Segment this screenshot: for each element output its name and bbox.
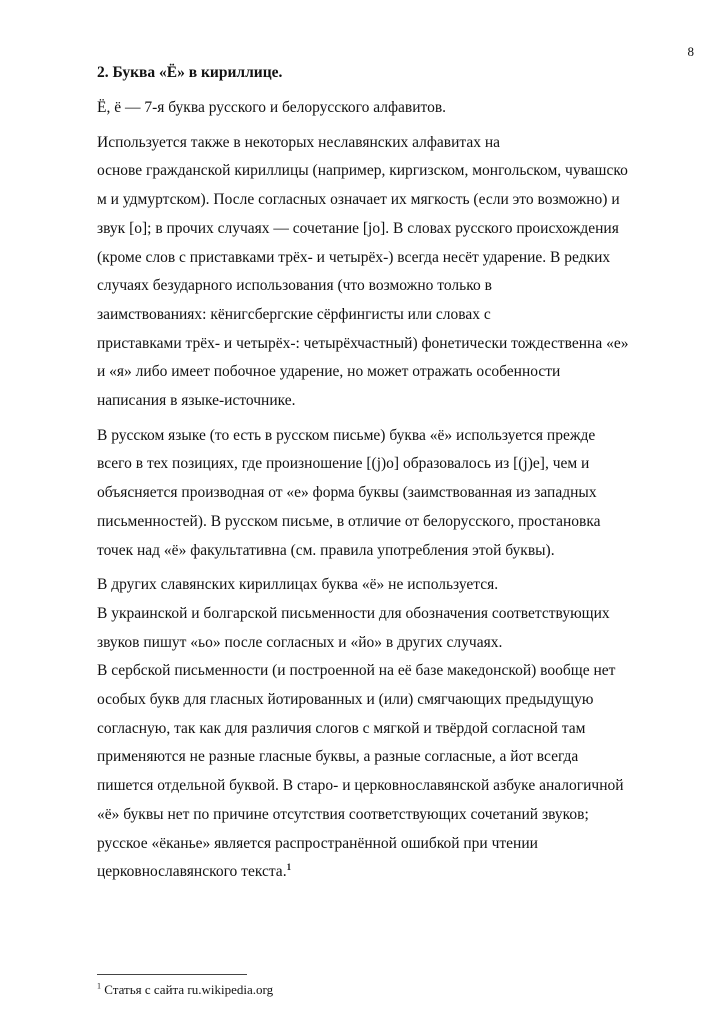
paragraph bbox=[97, 571, 697, 887]
paragraphs-container bbox=[97, 94, 697, 887]
footnote bbox=[97, 982, 273, 998]
text-line: звук [o]; в прочих случаях — сочетание [jo]. В словах русского происхождения bbox=[97, 219, 619, 237]
text-line: В других славянских кириллицах буква «ё» не используется. bbox=[97, 576, 499, 594]
footnote-reference[interactable]: 1 bbox=[286, 862, 292, 873]
text-line: объясняется производная от «е» форма буквы (заимствованная из западных bbox=[97, 484, 597, 502]
footnote-marker: 1 bbox=[97, 981, 101, 991]
text-line: м и удмуртском). После согласных означает их мягкость (если это возможно) и bbox=[97, 191, 620, 209]
text-line: случаях безударного использования (что возможно только в bbox=[97, 277, 492, 295]
footnote-divider bbox=[97, 974, 247, 975]
paragraph bbox=[97, 94, 697, 123]
text-line: и «я» либо имеет побочное ударение, но может отражать особенности bbox=[97, 363, 561, 381]
text-line: основе гражданской кириллицы (например, киргизском, монгольском, чувашско bbox=[97, 162, 628, 180]
document-body bbox=[97, 62, 697, 893]
text-line: письменностей). В русском письме, в отличие от белорусского, простановка bbox=[97, 512, 601, 530]
text-line: особых букв для гласных йотированных и (или) смягчающих предыдущую bbox=[97, 691, 594, 709]
text-line: Ё, ё — 7-я буква русского и белорусского алфавитов. bbox=[97, 99, 447, 116]
text-line: точек над «ё» факультативна (см. правила употребления этой буквы). bbox=[97, 541, 555, 559]
footnote-text: Статья с сайта ru.wikipedia.org bbox=[104, 982, 274, 997]
text-line: В украинской и болгарской письменности для обозначения соответствующих bbox=[97, 604, 610, 622]
text-line: согласную, так как для различия слогов с мягкой и твёрдой согласной там bbox=[97, 719, 586, 737]
text-line: В сербской письменности (и построенной на её базе македонской) вообще нет bbox=[97, 662, 616, 680]
paragraph bbox=[97, 422, 697, 566]
text-line: приставками трёх- и четырёх-: четырёхчастный) фонетически тождественна «е» bbox=[97, 334, 629, 352]
text-line: звуков пишут «ьо» после согласных и «йо» в других случаях. bbox=[97, 633, 503, 651]
text-line: написания в языке-источнике. bbox=[97, 392, 296, 410]
text-line: всего в тех позициях, где произношение [(j)o] образовалось из [(j)e], чем и bbox=[97, 455, 590, 473]
text-line: (кроме слов с приставками трёх- и четырёх-) всегда несёт ударение. В редких bbox=[97, 248, 611, 266]
text-line: заимствованиях: кёнигсбергские сёрфингисты или словах с bbox=[97, 305, 491, 323]
text-line: Используется также в некоторых неславянских алфавитах на bbox=[97, 133, 501, 151]
section-heading: 2. Буква «Ё» в кириллице. bbox=[97, 64, 283, 81]
text-line: В русском языке (то есть в русском письме) буква «ё» используется прежде bbox=[97, 426, 596, 444]
text-line: «ё» буквы нет по причине отсутствия соответствующих сочетаний звуков; bbox=[97, 805, 589, 823]
paragraph bbox=[97, 129, 697, 416]
text-line: церковнославянского текста.$^1$ bbox=[97, 862, 292, 881]
text-line: применяются не разные гласные буквы, а разные согласные, а йот всегда bbox=[97, 748, 579, 766]
page-number: 8 bbox=[687, 44, 694, 59]
text-line: пишется отдельной буквой. В старо- и церковнославянской азбуке аналогичной bbox=[97, 777, 624, 795]
text-line: русское «ёканье» является распространённой ошибкой при чтении bbox=[97, 834, 538, 852]
